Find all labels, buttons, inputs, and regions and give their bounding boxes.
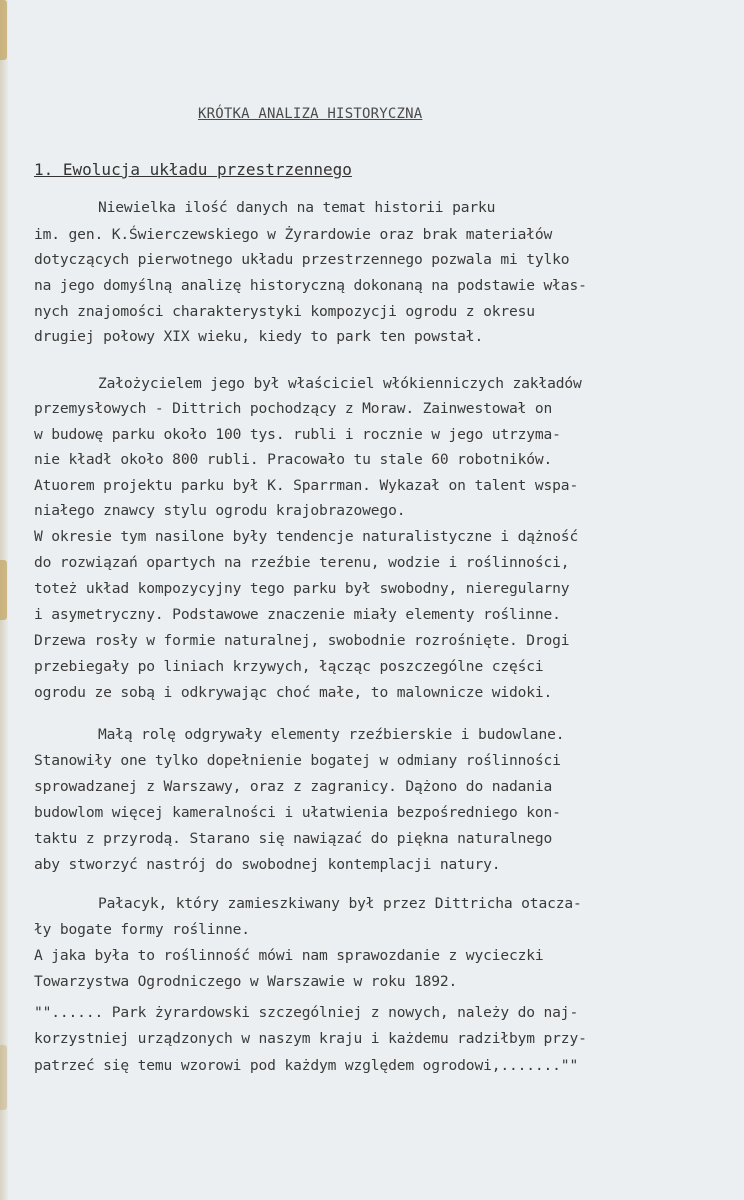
text-line: sprowadzanej z Warszawy, oraz z zagranicy. Dążono do nadania	[34, 778, 553, 795]
text-line: nych znajomości charakterystyki kompozycji ogrodu z okresu	[34, 303, 535, 320]
text-line: Stanowiły one tylko dopełnienie bogatej w odmiany roślinności	[34, 752, 561, 769]
text-line: Małą rolę odgrywały elementy rzeźbierskie i budowlane.	[98, 726, 565, 743]
section-heading: 1. Ewolucja układu przestrzennego	[34, 160, 352, 179]
text-line: przebiegały po liniach krzywych, łącząc poszczególne części	[34, 658, 544, 675]
text-line: taktu z przyrodą. Starano się nawiązać do piękna naturalnego	[34, 830, 553, 847]
paper-stain	[0, 560, 7, 620]
text-line: im. gen. K.Świerczewskiego w Żyrardowie oraz brak materiałów	[34, 226, 553, 243]
text-line: niałego znawcy stylu ogrodu krajobrazowego.	[34, 502, 406, 519]
paper-stain	[0, 0, 7, 60]
text-line: przemysłowych - Dittrich pochodzący z Moraw. Zainwestował on	[34, 400, 553, 417]
text-line: budowlom więcej kameralności i ułatwienia bezpośredniego kon-	[34, 804, 561, 821]
text-line: do rozwiązań opartych na rzeźbie terenu, wodzie i roślinności,	[34, 554, 570, 571]
text-line: Założycielem jego był właściciel włókienniczych zakładów	[98, 375, 582, 392]
text-line: toteż układ kompozycyjny tego parku był swobodny, nieregularny	[34, 580, 570, 597]
text-line: nie kładł około 800 rubli. Pracowało tu stale 60 robotników.	[34, 451, 553, 468]
text-line: patrzeć się temu wzorowi pod każdym względem ogrodowi,.......""	[34, 1057, 579, 1074]
text-line: ogrodu ze sobą i odkrywając choć małe, to malownicze widoki.	[34, 684, 553, 701]
paper-stain	[0, 1045, 7, 1110]
text-line: aby stworzyć nastrój do swobodnej kontemplacji natury.	[34, 856, 501, 873]
text-line: dotyczących pierwotnego układu przestrzennego pozwala mi tylko	[34, 251, 570, 268]
text-line: w budowę parku około 100 tys. rubli i rocznie w jego utrzyma-	[34, 426, 561, 443]
text-line: ły bogate formy roślinne.	[34, 921, 250, 938]
text-line: Towarzystwa Ogrodniczego w Warszawie w roku 1892.	[34, 973, 458, 990]
text-line: korzystniej urządzonych w naszym kraju i każdemu radziłbym przy-	[34, 1030, 587, 1047]
document-title: KRÓTKA ANALIZA HISTORYCZNA	[198, 106, 423, 122]
text-line: i asymetryczny. Podstawowe znaczenie miały elementy roślinne.	[34, 606, 561, 623]
text-line: Drzewa rosły w formie naturalnej, swobodnie rozrośnięte. Drogi	[34, 632, 570, 649]
text-line: drugiej połowy XIX wieku, kiedy to park ten powstał.	[34, 328, 484, 345]
text-line: ""...... Park żyrardowski szczególniej z nowych, należy do naj-	[34, 1004, 579, 1021]
text-line: Niewielka ilość danych na temat historii parku	[98, 199, 496, 216]
text-line: A jaka była to roślinność mówi nam sprawozdanie z wycieczki	[34, 947, 544, 964]
text-line: na jego domyślną analizę historyczną dokonaną na podstawie włas-	[34, 277, 587, 294]
text-line: Atuorem projektu parku był K. Sparrman. Wykazał on talent wspa-	[34, 477, 579, 494]
text-line: W okresie tym nasilone były tendencje naturalistyczne i dążność	[34, 528, 579, 545]
text-line: Pałacyk, który zamieszkiwany był przez Dittricha otacza-	[98, 895, 582, 912]
